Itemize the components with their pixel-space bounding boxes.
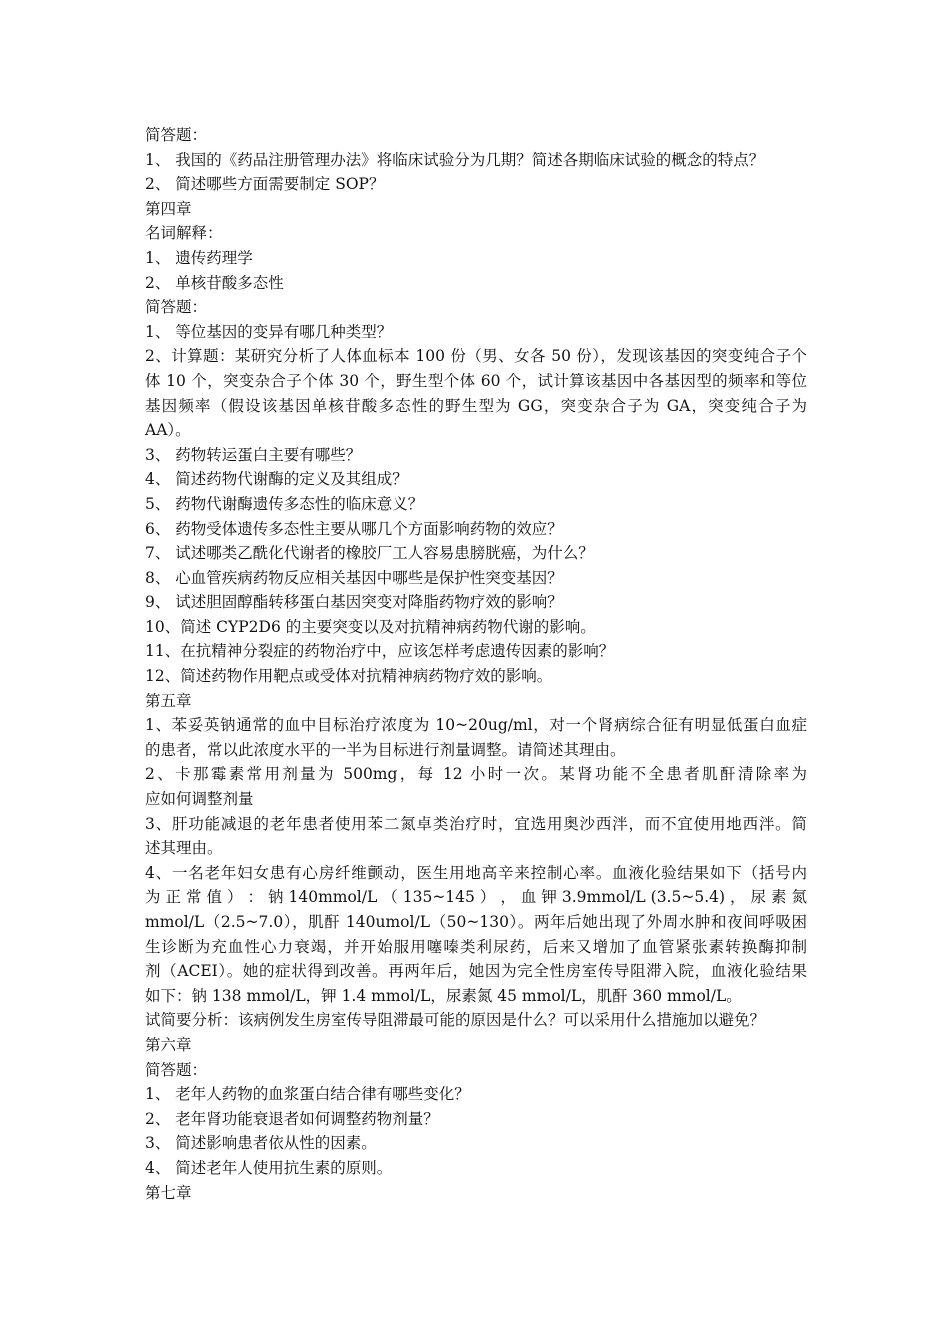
section-heading: 简答题： [145,126,208,144]
question-item: 1、 我国的《药品注册管理办法》将临床试验分为几期？简述各期临床试验的概念的特点？ [145,150,765,169]
question-text-line: 应如何调整剂量 [145,790,254,809]
question-text-line: 如下：钠 138 mmol/L，钾 1.4 mmol/L，尿素氮 45 mmol/L，肌酐 360 mmol/L。 [145,986,742,1005]
question-item: 3、 简述影响患者依从性的因素。 [145,1134,377,1153]
section-heading: 名词解释： [145,224,223,243]
question-item: 12、简述药物作用靶点或受体对抗精神病药物疗效的影响。 [145,667,553,686]
question-text-line: mmol/L（2.5~7.0），肌酐 140umol/L（50~130）。两年后她出现了外周水肿和夜间呼吸困 [145,913,807,931]
question-item: 4、 简述药物代谢酶的定义及其组成？ [145,470,408,489]
question-text-line: 的患者，常以此浓度水平的一半为目标进行剂量调整。请简述其理由。 [145,740,626,759]
question-item: 2、 单核苷酸多态性 [145,273,284,292]
question-item: 4、 简述老年人使用抗生素的原则。 [145,1158,393,1177]
question-item: 8、 心血管疾病药物反应相关基因中哪些是保护性突变基因？ [145,568,563,587]
question-item: 2、 简述哪些方面需要制定 SOP？ [145,175,385,194]
chapter-heading: 第七章 [145,1183,192,1202]
question-text-line: 3、肝功能减退的老年患者使用苯二氮卓类治疗时，宜选用奥沙西泮，而不宜使用地西泮。简 [145,814,807,833]
question-text-line: 基因频率（假设该基因单核苷酸多态性的野生型为 GG，突变杂合子为 GA，突变纯合子为 [145,396,807,415]
section-heading: 简答题： [145,298,208,317]
question-text-line: 1、苯妥英钠通常的血中目标治疗浓度为 10~20ug/ml，对一个肾病综合征有明显低蛋白血症 [145,716,807,735]
question-item: 1、 等位基因的变异有哪几种类型？ [145,322,393,341]
question-item: 1、 老年人药物的血浆蛋白结合律有哪些变化？ [145,1085,470,1104]
question-text-line: 2、计算题：某研究分析了人体血标本 100 份（男、女各 50 份），发现该基因的突变纯合子个 [145,347,807,366]
question-item: 9、 试述胆固醇酯转移蛋白基因突变对降脂药物疗效的影响？ [145,593,563,612]
question-item: 11、在抗精神分裂症的药物治疗中，应该怎样考虑遗传因素的影响？ [145,642,615,661]
question-item: 10、简述 CYP2D6 的主要突变以及对抗精神病药物代谢的影响。 [145,617,596,636]
question-item: 5、 药物代谢酶遗传多态性的临床意义？ [145,494,424,513]
question-text-line: 试简要分析：该病例发生房室传导阻滞最可能的原因是什么？可以采用什么措施加以避免？ [145,1011,766,1030]
question-item: 1、 遗传药理学 [145,248,253,267]
chapter-heading: 第四章 [145,199,192,218]
question-item: 6、 药物受体遗传多态性主要从哪几个方面影响药物的效应？ [145,519,563,538]
question-item: 3、 药物转运蛋白主要有哪些？ [145,445,362,464]
question-item: 7、 试述哪类乙酰化代谢者的橡胶厂工人容易患膀胱癌，为什么？ [145,544,594,563]
chapter-heading: 第六章 [145,1035,192,1054]
document-body [145,123,807,1205]
question-text-line: 4、一名老年妇女患有心房纤维颤动，医生用地高辛来控制心率。血液化验结果如下（括号内 [145,863,807,882]
question-text-line: 生诊断为充血性心力衰竭，并开始服用噻嗪类利尿药，后来又增加了血管紧张素转换酶抑制 [145,937,807,956]
question-text-line: 体 10 个，突变杂合子个体 30 个，野生型个体 60 个，试计算该基因中各基因型的频率和等位 [145,371,807,390]
question-text-line: AA）。 [145,421,191,440]
question-text-line: 剂（ACEI）。她的症状得到改善。再两年后，她因为完全性房室传导阻滞入院，血液化验结果 [145,962,807,981]
question-text-line: 2、卡那霉素常用剂量为 500mg，每 12 小时一次。某肾功能不全患者肌酐清除率为 [145,765,807,784]
question-item: 2、 老年肾功能衰退者如何调整药物剂量？ [145,1109,439,1128]
section-heading: 简答题： [145,1060,208,1079]
question-text-line: 为 正 常 值 ） ： 钠 140mmol/L （ 135~145 ） ， 血 钾 3.9mmol/L (3.5~5.4) ， 尿 素 氮 [145,888,807,907]
chapter-heading: 第五章 [145,691,192,710]
question-text-line: 述其理由。 [145,839,223,858]
